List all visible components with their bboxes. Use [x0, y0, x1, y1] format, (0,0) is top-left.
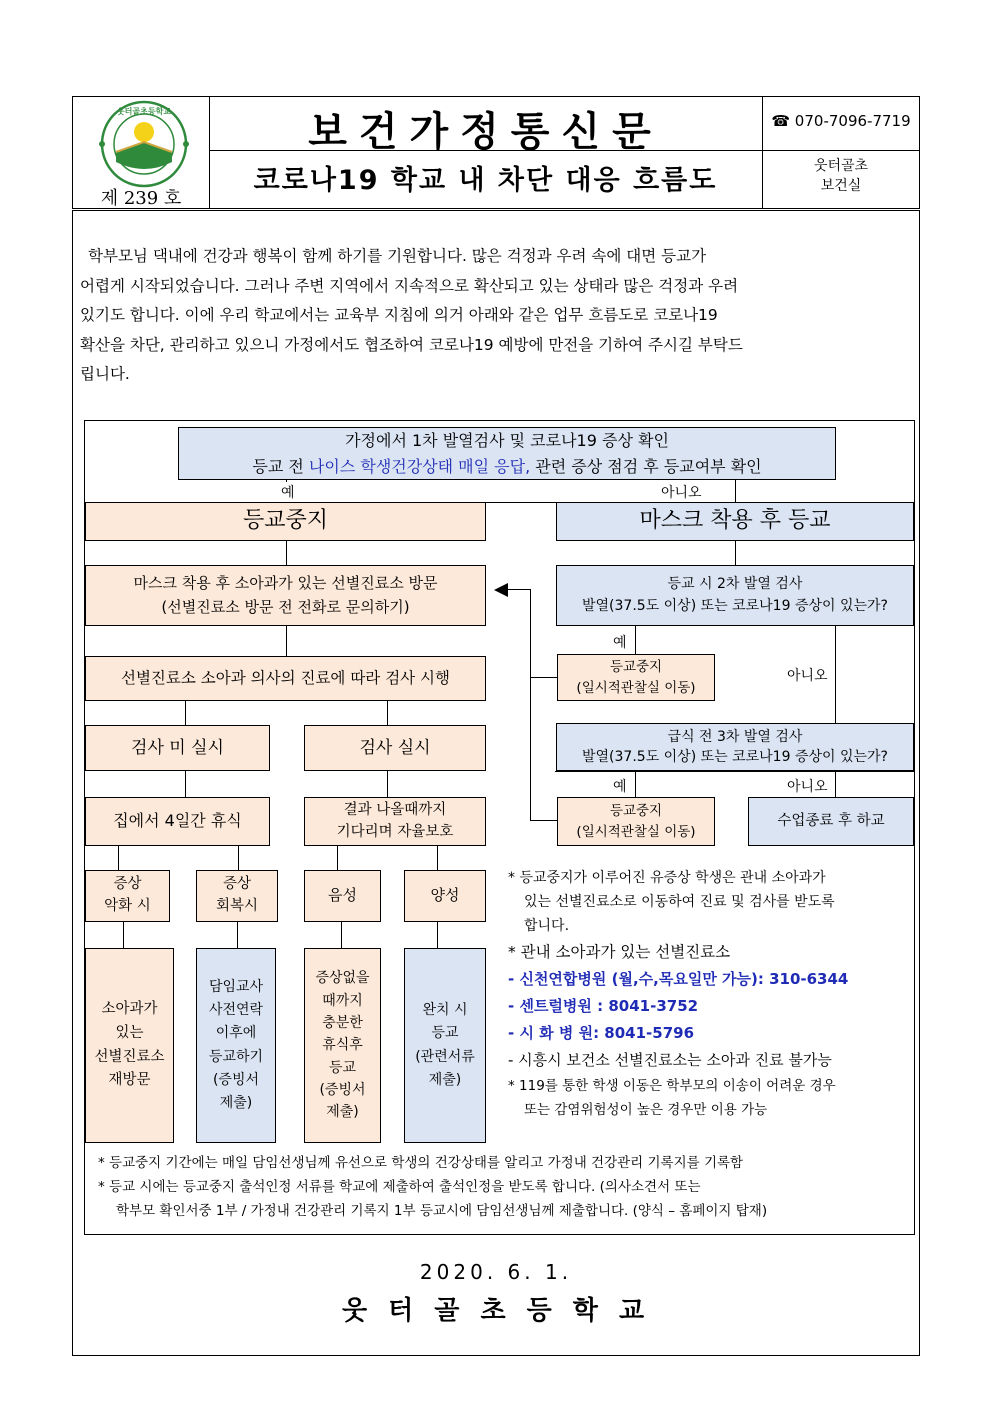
- hospital-sincheon: - 신천연합병원 (월,수,목요일만 가능): 310-6344: [508, 970, 849, 988]
- school-logo: [86, 100, 202, 188]
- neis-survey-link[interactable]: 나이스 학생건강상태 매일 응답,: [308, 456, 531, 476]
- rest-until-no-symptom-box: 증상없을 때까지 충분한 휴식후 등교 (증빙서 제출): [304, 948, 381, 1143]
- go-home-box: 수업종료 후 하교: [748, 797, 914, 846]
- no-label-2: 아니오: [785, 665, 830, 685]
- rest-4days-box: 집에서 4일간 휴식: [85, 797, 270, 846]
- wait-result-box: 결과 나올때까지 기다리며 자율보호: [304, 797, 486, 846]
- yes-label-2: 예: [611, 632, 629, 652]
- side-notes: * 등교중지가 이루어진 유증상 학생은 관내 소아과가 있는 선별진료소로 이동하여 진료 및 검사를 받도록 합니다. * 관내 소아과가 있는 선별진료소 - 신천연합병원 (월,수,목요일만 가능): 310-6344 - 센트럴병원 : 8041-3752 - 시 화 병 원: 8041-5796 - 시흥시 보건소 선별진료소는 소아과 진료 불가능 * 119를 통한 학생 이동은 학부모의 이송이 어려운 경우 또는 감염위험성이 높은 경우만 이용 가능: [508, 866, 908, 1122]
- issue-date: 2020. 6. 1.: [419, 1260, 573, 1284]
- second-check-box: 등교 시 2차 발열 검사 발열(37.5도 이상) 또는 코로나19 증상이 있는가?: [556, 565, 914, 626]
- issue-number: 제 239 호: [100, 188, 182, 209]
- hospital-central: - 센트럴병원 : 8041-3752: [508, 997, 699, 1015]
- visit-clinic-box: 마스크 착용 후 소아과가 있는 선별진료소 방문 (선별진료소 방문 전 전화로 문의하기): [85, 565, 486, 626]
- mask-go-box: 마스크 착용 후 등교: [556, 502, 914, 541]
- revisit-box: 소아과가 있는 선별진료소 재방문: [85, 948, 174, 1143]
- footnotes: * 등교중지 기간에는 매일 담임선생님께 유선으로 학생의 건강상태를 알리고 가정내 건강관리 기록지를 기록함 * 등교 시에는 등교중지 출석인정 서류를 학교에 제출하여 출석인정을 받도록 합니다. (의사소견서 또는 학부모 확인서중 1부 / 가정내 건강관리 기록지 1부 등교시에 담임선생님께 제출합니다. (양식 – 홈페이지 탑재): [98, 1155, 768, 1219]
- phone-number: ☎ 070-7096-7719: [771, 112, 911, 130]
- no-label-3: 아니오: [785, 776, 830, 796]
- contact-teacher-box: 담임교사 사전연락 이후에 등교하기 (증빙서 제출): [196, 948, 276, 1143]
- doctor-test-box: 선별진료소 소아과 의사의 진료에 따라 검사 시행: [85, 656, 486, 701]
- negative-box: 음성: [304, 870, 381, 922]
- third-check-box: 급식 전 3차 발열 검사 발열(37.5도 이상) 또는 코로나19 증상이 있는가?: [556, 723, 914, 771]
- positive-box: 양성: [404, 870, 486, 922]
- initial-check-box: 가정에서 1차 발열검사 및 코로나19 증상 확인 등교 전 나이스 학생건강상태 매일 응답, 관련 증상 점검 후 등교여부 확인: [178, 427, 836, 480]
- logo-text: 웃터골초등학교: [116, 107, 172, 116]
- intro-text: 학부모님 댁내에 건강과 행복이 함께 하기를 기원합니다. 많은 걱정과 우려 속에 대면 등교가 어렵게 시작되었습니다. 그러나 주변 지역에서 지속적으로 확산되고 있는 상태라 많은 걱정과 우려 있기도 합니다. 이에 우리 학교에서는 교육부 지침에 의거 아래와 같은 업무 흐름도로 코로나19 확산을 차단, 관리하고 있으니 가정에서도 협조하여 코로나19 예방에 만전을 기하여 주시길 부탁드 립니다.: [80, 247, 743, 383]
- office-name: 웃터골초 보건실: [813, 158, 869, 194]
- yes-label-3: 예: [611, 776, 629, 796]
- no-test-box: 검사 미 실시: [85, 725, 270, 771]
- recover-box: 증상 회복시: [196, 870, 278, 922]
- stop-school-box: 등교중지: [85, 502, 486, 541]
- school-name: 웃 터 골 초 등 학 교: [341, 1296, 651, 1326]
- stop-observation-box-1: 등교중지 (일시적관찰실 이동): [557, 654, 715, 701]
- page-title: 보건가정통신문: [308, 109, 663, 155]
- yes-label: 예: [279, 482, 297, 502]
- stop-observation-box-2: 등교중지 (일시적관찰실 이동): [557, 797, 715, 846]
- worse-box: 증상 악화 시: [85, 870, 170, 922]
- cured-box: 완치 시 등교 (관련서류 제출): [404, 948, 486, 1143]
- arrow-left-icon: [494, 582, 510, 598]
- no-label: 아니오: [659, 482, 704, 502]
- test-done-box: 검사 실시: [304, 725, 486, 771]
- hospital-sihwa: - 시 화 병 원: 8041-5796: [508, 1024, 695, 1042]
- page-subtitle: 코로나19 학교 내 차단 대응 흐름도: [253, 165, 718, 196]
